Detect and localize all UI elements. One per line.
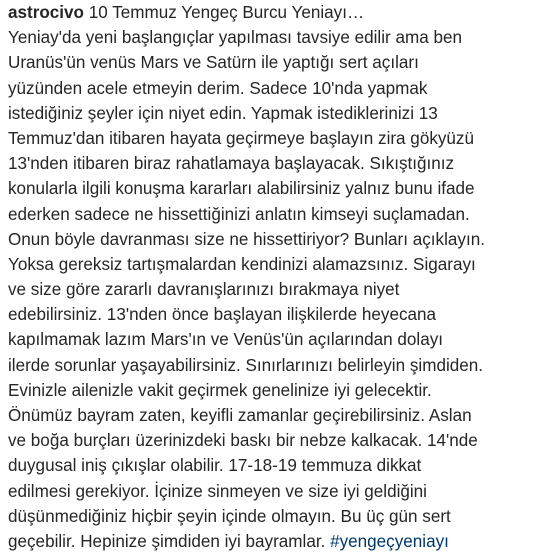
- caption-line: 13'nden itibaren biraz rahatlamaya başlayacak. Sıkıştığınız: [8, 154, 455, 174]
- post-caption: [8, 0, 544, 554]
- caption-last-line: [8, 529, 544, 554]
- caption-line: Yoksa gereksiz tartışmalardan kendinizi alamazsınız. Sigarayı: [8, 254, 476, 274]
- caption-line: konularla ilgili konuşma kararları alabilirsiniz yalnız bunu ifade: [8, 179, 475, 199]
- caption-line: Uranüs'ün venüs Mars ve Satürn ile yaptığı sert açıları: [8, 53, 419, 73]
- caption-line: ve boğa burçları üzerinizdeki baskı bir nebze kalkacak. 14'nde: [8, 431, 478, 451]
- caption-line: ve size göre zararlı davranışlarınızı bırakmaya niyet: [8, 280, 400, 300]
- username-link[interactable]: astrocivo: [8, 3, 85, 22]
- caption-line: edebilirsiniz. 13'nden önce başlayan ilişkilerde heyecana: [8, 305, 437, 325]
- caption-line: Önümüz bayram zaten, keyifli zamanlar geçirebilirsiniz. Aslan: [8, 406, 472, 425]
- caption-line: düşünmediğiniz hiçbir şeyin içinde olmayın. Bu üç gün sert: [8, 506, 451, 526]
- caption-line: kapılmamak lazım Mars'ın ve Venüs'ün açılarından dolayı: [8, 330, 444, 350]
- caption-line: ederken sadece ne hissettiğinizi anlatın kimseyi suçlamadan.: [8, 204, 470, 224]
- caption-line: Temmuz'dan itibaren hayata geçirmeye başlayın zira gökyüzü: [8, 128, 474, 148]
- hashtag-link[interactable]: #yengeçyeniayı: [330, 531, 449, 551]
- caption-line: ilerde sorunlar yaşayabilirsiniz. Sınırlarınızı belirleyin şimdiden.: [8, 355, 484, 375]
- caption-line: geçebilir. Hepinize şimdiden iyi bayramlar.: [8, 531, 331, 551]
- caption-line: duygusal iniş çıkışlar olabilir. 17-18-19 temmuza dikkat: [8, 456, 422, 476]
- caption-line: istediğiniz şeyler için niyet edin. Yapmak istediklerinizi 13: [8, 103, 438, 123]
- caption-line: edilmesi gerekiyor. İçinize sinmeyen ve size iyi geldiğini: [8, 481, 427, 501]
- caption-line: Yeniay'da yeni başlangıçlar yapılması tavsiye edilir ama ben: [8, 28, 462, 48]
- caption-line: Onun böyle davranması size ne hissettiriyor? Bunları açıklayın.: [8, 229, 485, 249]
- caption-first-line: [8, 0, 544, 25]
- caption-line: 10 Temmuz Yengeç Burcu Yeniayı…: [84, 3, 365, 22]
- caption-line: Evinizle ailenizle vakit geçirmek genelinize iyi gelecektir.: [8, 380, 432, 400]
- caption-line: yüzünden acele etmeyin derim. Sadece 10'nda yapmak: [8, 78, 428, 98]
